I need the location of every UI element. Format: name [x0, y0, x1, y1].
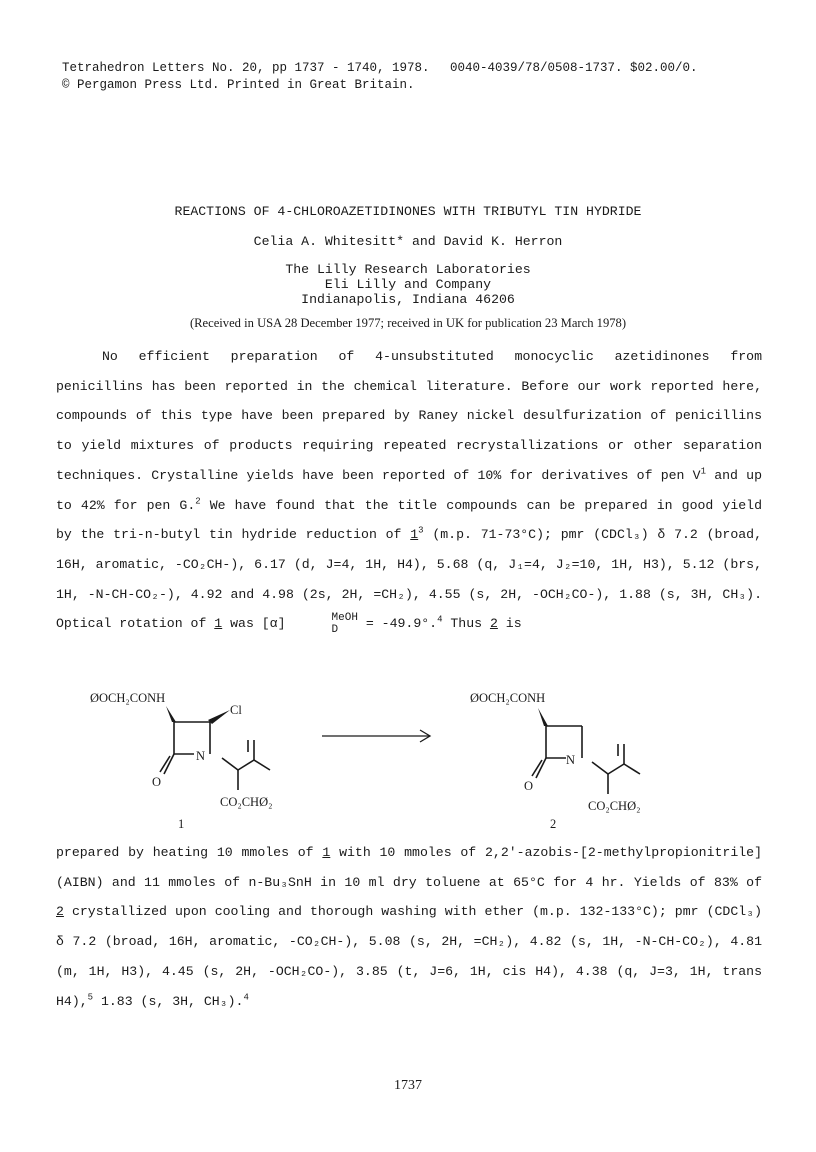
reference-marker: 1 — [700, 466, 706, 477]
affiliation-line: Eli Lilly and Company — [324, 277, 492, 292]
text-run: was [α] — [222, 616, 286, 632]
compound-2-skeleton — [532, 726, 640, 794]
wedge-bond — [166, 706, 176, 722]
text-run: 1.83 (s, 3H, CH₃). — [93, 993, 244, 1009]
text-run: with 10 mmoles of 2,2'-azobis-[2-methylpropionitrile] (AIBN) and 11 mmoles of n-Bu₃SnH in 10 ml dry toluene at 65°C for 4 hr. Yields of 83% of — [56, 845, 762, 890]
article-code: 0040-4039/78/0508-1737. $02.00/0. — [450, 61, 698, 75]
affiliation — [0, 262, 816, 307]
compound-number: 2 — [56, 904, 64, 920]
reaction-arrow — [322, 730, 430, 742]
affiliation-line: The Lilly Research Laboratories — [285, 262, 531, 277]
reference-marker: 4 — [243, 992, 249, 1003]
compound-number: 1 — [410, 527, 419, 543]
compound-label-2: 2 — [550, 817, 557, 828]
copyright-notice: © Pergamon Press Ltd. Printed in Great Britain. — [62, 78, 415, 92]
text-run: (m.p. 71-73°C); pmr (CDCl₃) δ 7.2 (broad, 16H, aromatic, -CO₂CH-), 6.17 (d, J=4, 1H, H4), 5.68 (q, J₁=4, J₂=10, 1H, H3), 5.12 (brs, 1H, -N-CH-CO₂-), 4.92 and 4.98 (2s, 2H, =CH₂), 4.55 (s, 2H, -OCH₂CO-), 1.88 (s, 3H, CH₃). Optical rotation of — [56, 527, 762, 632]
oxygen-label: O — [152, 775, 162, 789]
received-dates: (Received in USA 28 December 1977; received in UK for publication 23 March 1978) — [189, 316, 627, 330]
nitrogen-label: N — [196, 749, 206, 763]
wedge-bond — [538, 708, 548, 726]
sidechain-label: ØOCH₂CONH — [470, 691, 546, 705]
journal-header — [62, 60, 430, 94]
text-run: = -49.9°. — [357, 616, 438, 632]
compound-number: 1 — [214, 616, 223, 632]
affiliation-line: Indianapolis, Indiana 46206 — [301, 292, 515, 307]
body-paragraph-1 — [56, 342, 762, 639]
reference-marker: 5 — [87, 992, 94, 1003]
article-title: REACTIONS OF 4-CHLOROAZETIDINONES WITH TRIBUTYL TIN HYDRIDE — [174, 204, 642, 219]
nitrogen-label: N — [566, 753, 576, 767]
text-run: is — [497, 616, 522, 632]
text-run: crystallized upon cooling and thorough washing with ether (m.p. 132-133°C); pmr (CDCl₃) δ 7.2 (broad, 16H, aromatic, -CO₂CH-), 5.08 (s, 2H, =CH₂), 4.82 (s, 1H, -N-CH-CO₂), 4.81 (m, 1H, H3), 4.45 (s, 2H, -OCH₂CO-), 3.85 (t, J=6, 1H, cis H4), 4.38 (q, J=3, 1H, trans H4), — [56, 904, 762, 1009]
article-authors: Celia A. Whitesitt* and David K. Herron — [253, 234, 563, 249]
ester-label: CO₂CHØ₂ — [588, 799, 641, 813]
compound-1-skeleton — [160, 722, 270, 790]
reference-marker: 4 — [437, 614, 443, 625]
text-run: and up to 42% for pen G. — [56, 467, 762, 513]
body-paragraph-2 — [56, 838, 762, 1016]
compound-number: 1 — [322, 845, 331, 860]
reaction-scheme — [60, 678, 760, 828]
rotation-wavelength: D — [331, 623, 339, 636]
chlorine-label: Cl — [230, 703, 242, 717]
reference-marker: 3 — [418, 525, 424, 536]
page-number: 1737 — [394, 1078, 422, 1093]
journal-citation: Tetrahedron Letters No. 20, pp 1737 - 1740, 1978. — [62, 61, 430, 75]
sidechain-label: ØOCH₂CONH — [90, 691, 166, 705]
compound-number: 2 — [489, 616, 498, 632]
text-run: No efficient preparation of 4-unsubstituted monocyclic azetidinones from penicillins has been reported in the chemical literature. Before our work reported here, compounds of this type have been prepared by Raney nickel desulfurization of penicillins to yield mixtures of products requiring repeated recrystallizations or other separation techniques. Crystalline yields have been reported of 10% for derivatives of pen V — [56, 349, 762, 483]
oxygen-label: O — [524, 779, 534, 793]
text-run: We have found that the title compounds can be prepared in good yield by the tri-n-butyl tin hydride reduction of — [56, 497, 762, 543]
ester-label: CO₂CHØ₂ — [220, 795, 273, 809]
compound-label-1: 1 — [178, 817, 185, 828]
reference-marker: 2 — [195, 496, 201, 507]
wedge-bond — [208, 710, 230, 724]
text-run: Thus — [442, 616, 490, 632]
rotation-solvent: MeOH — [331, 611, 358, 624]
text-run: prepared by heating 10 mmoles of — [56, 845, 323, 860]
